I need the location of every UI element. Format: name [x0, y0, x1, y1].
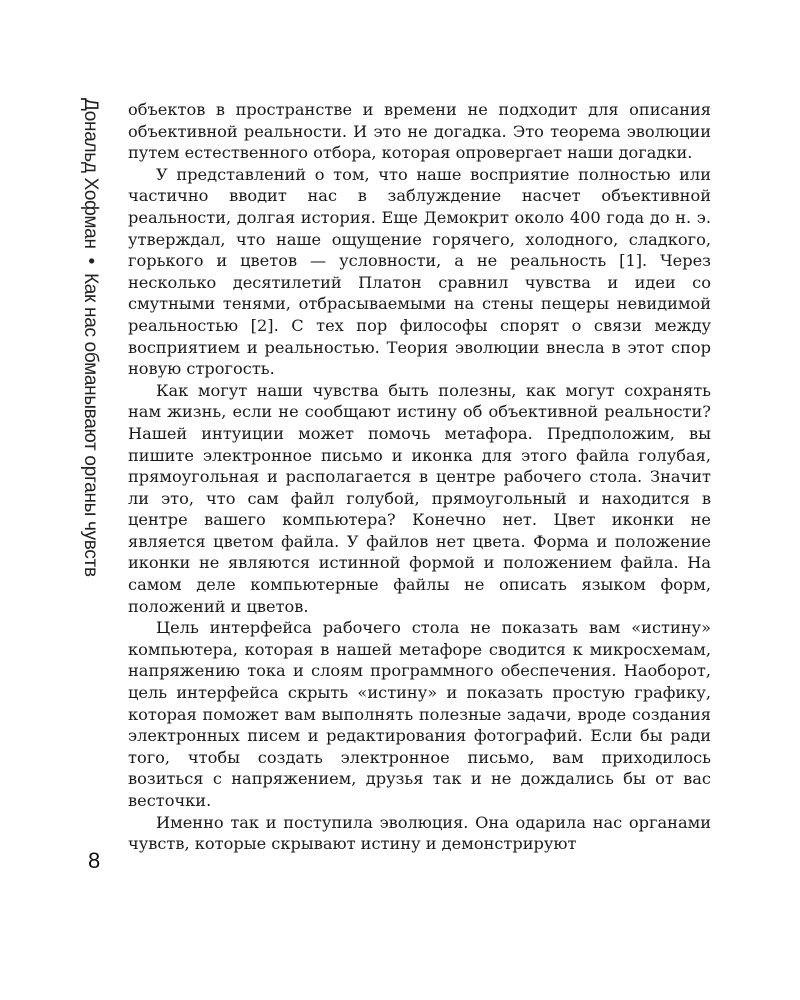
page-number: 8	[88, 848, 101, 873]
paragraph: У представлений о том, что наше восприятие полностью или частично вводит нас в заблуждение насчет объективной реальности, долгая история. Еще Демокрит около 400 года до н. э. утверждал, что наше ощущение горячего, холодного, сладкого, горького и цветов — условности, а не реальность [1]. Через несколько десятилетий Платон сравнил чувства и идеи со смутными тенями, отбрасываемыми на стены пещеры невидимой реальностью [2]. С тех пор философы спорят о связи между восприятием и реальностью. Теория эволюции внесла в этот спор новую строгость.	[128, 164, 711, 379]
running-head	[81, 98, 100, 577]
paragraph: Именно так и поступила эволюция. Она одарила нас органами чувств, которые скрывают истину и демонстрируют	[128, 812, 711, 854]
paragraph: объектов в пространстве и времени не подходит для описания объективной реальности. И это не догадка. Это теорема эволюции путем естественного отбора, которая опровергает наши догадки.	[128, 100, 711, 163]
paragraph: Цель интерфейса рабочего стола не показать вам «истину» компьютера, которая в нашей метафоре сводится к микросхемам, напряжению тока и слоям программного обеспечения. Наоборот, цель интерфейса скрыть «истину» и показать простую графику, которая поможет вам выполнять полезные задачи, вроде создания электронных писем и редактирования фотографий. Если бы ради того, чтобы создать электронное письмо, вам приходилось возиться с напряжением, друзья так и не дождались бы от вас весточки.	[128, 618, 711, 810]
paragraph: Как могут наши чувства быть полезны, как могут сохранять нам жизнь, если не сообщают истину об объективной реальности? Нашей интуиции может помочь метафора. Предположим, вы пишите электронное письмо и иконка для этого файла голубая, прямоугольная и располагается в центре рабочего стола. Значит ли это, что сам файл голубой, прямоугольный и находится в центре вашего компьютера? Конечно нет. Цвет иконки не является цветом файла. У файлов нет цвета. Форма и положение иконки не являются истинной формой и положением файла. На самом деле компьютерные файлы не описать языком форм, положений и цветов.	[128, 380, 711, 616]
running-head-book-title: Как нас обманывают органы чувств	[80, 273, 101, 577]
running-head-author: Дональд Хофман	[80, 98, 101, 249]
body-text	[128, 99, 711, 855]
running-head-separator: •	[80, 257, 101, 264]
